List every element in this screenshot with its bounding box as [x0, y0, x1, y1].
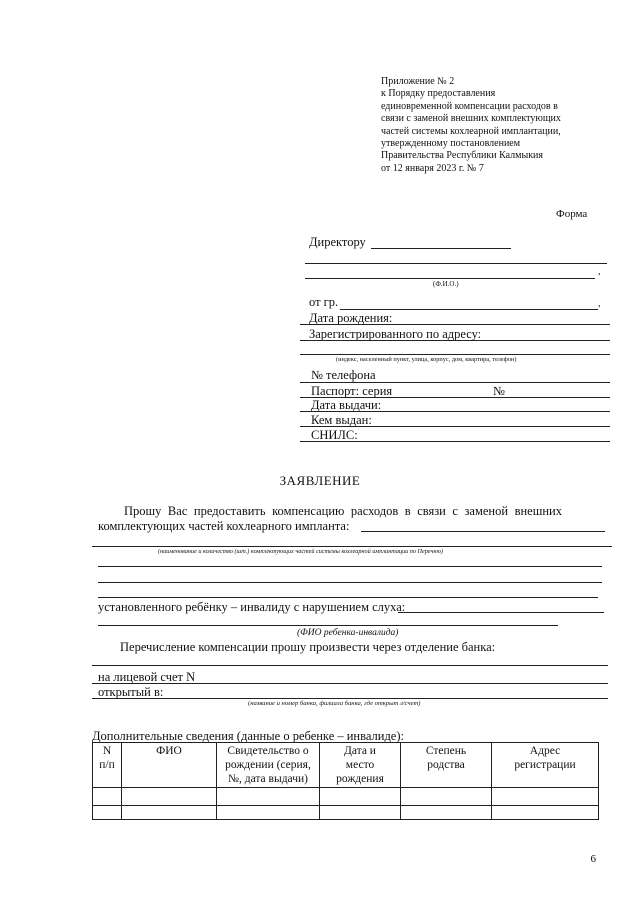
parts-field[interactable]	[361, 531, 605, 532]
table-cell[interactable]	[401, 806, 492, 820]
appendix-line: связи с заменой внешних комплектующих	[381, 113, 561, 125]
table-header-cell: Адрес регистрации	[492, 743, 599, 788]
parts-line-2[interactable]	[98, 566, 602, 567]
table-cell[interactable]	[93, 788, 122, 806]
address-line-1[interactable]	[300, 340, 610, 341]
appendix-line: частей системы кохлеарной имплантации,	[381, 125, 561, 137]
address-line-2[interactable]	[300, 354, 610, 355]
issue-date-label: Дата выдачи:	[311, 398, 382, 412]
director-label: Директору	[309, 235, 366, 249]
passport-no-label: №	[493, 384, 505, 398]
child-hint: (ФИО ребенка-инвалида)	[297, 628, 399, 638]
table-row[interactable]	[93, 806, 599, 820]
table-header-row	[93, 743, 599, 788]
birth-date-label: Дата рождения:	[309, 311, 393, 325]
snils-field[interactable]	[300, 441, 610, 442]
appendix-line: Правительства Республики Калмыкия	[381, 150, 544, 162]
table-header-cell: Свидетельство о рождении (серия, №, дата выдачи)	[217, 743, 320, 788]
table-cell[interactable]	[401, 788, 492, 806]
table-header-cell: Степень родства	[401, 743, 492, 788]
phone-label: № телефона	[311, 368, 376, 382]
issued-by-label: Кем выдан:	[311, 413, 372, 427]
phone-field[interactable]	[300, 382, 610, 383]
opened-label: открытый в:	[98, 685, 164, 699]
bank-hint: (название и номер банка, филиала банка, где открыт л/счет)	[248, 700, 421, 707]
from-label: от гр.	[309, 295, 339, 309]
parts-line-3[interactable]	[98, 582, 602, 583]
table-cell[interactable]	[320, 806, 401, 820]
comma: ,	[598, 298, 601, 309]
account-label: на лицевой счет N	[98, 670, 196, 684]
registered-label: Зарегистрированного по адресу:	[309, 327, 482, 341]
child-label: установленного ребёнку – инвалиду с нарушением слуха:	[98, 600, 406, 614]
paragraph-line-2: комплектующих частей кохлеарного импланта:	[98, 519, 350, 533]
opened-field[interactable]	[92, 698, 608, 699]
comma: ,	[598, 266, 601, 277]
table-cell[interactable]	[217, 788, 320, 806]
director-field[interactable]	[371, 248, 511, 249]
parts-line-4[interactable]	[98, 597, 598, 598]
parts-line-1[interactable]	[92, 546, 612, 547]
bank-line[interactable]	[92, 665, 608, 666]
table-cell[interactable]	[122, 806, 217, 820]
fio-line-1[interactable]	[305, 263, 607, 264]
account-field[interactable]	[92, 683, 608, 684]
table-header-cell: ФИО	[122, 743, 217, 788]
parts-hint: (наименование и количество (шт.) комплектующих частей системы кохлеарной имплантации по Перечню)	[158, 548, 443, 555]
issue-date-field[interactable]	[300, 411, 610, 412]
appendix-line: Приложение № 2	[381, 76, 455, 87]
appendix-block	[381, 76, 561, 175]
form-label: Форма	[556, 208, 588, 220]
page-number: 6	[590, 853, 596, 865]
transfer-text: Перечисление компенсации прошу произвести через отделение банка:	[120, 640, 496, 654]
child-field-2[interactable]	[98, 625, 558, 626]
table-cell[interactable]	[320, 788, 401, 806]
appendix-line: от 12 января 2023 г. № 7	[381, 162, 484, 174]
passport-label: Паспорт: серия	[311, 384, 393, 398]
table-row[interactable]	[93, 788, 599, 806]
table-header-cell: Дата и место рождения	[320, 743, 401, 788]
table-cell[interactable]	[492, 806, 599, 820]
snils-label: СНИЛС:	[311, 428, 358, 442]
appendix-line: утвержденному постановлением	[381, 138, 521, 150]
address-hint: (индекс, населенный пункт, улица, корпус, дом, квартира, телефон)	[336, 356, 517, 363]
birth-date-field[interactable]	[300, 324, 610, 325]
table-cell[interactable]	[93, 806, 122, 820]
document-title: ЗАЯВЛЕНИЕ	[279, 473, 361, 488]
appendix-line: к Порядку предоставления	[381, 88, 496, 100]
table-cell[interactable]	[492, 788, 599, 806]
from-field[interactable]	[340, 309, 598, 310]
fio-line-2[interactable]	[305, 278, 595, 279]
table-cell[interactable]	[122, 788, 217, 806]
table-header-cell: N п/п	[93, 743, 122, 788]
child-info-table	[92, 742, 599, 820]
extra-info-label: Дополнительные сведения (данные о ребенке – инвалиде):	[92, 729, 404, 743]
child-field-1[interactable]	[398, 612, 604, 613]
paragraph-line-1: Прошу Вас предоставить компенсацию расходов в связи с заменой внешних	[124, 504, 562, 518]
appendix-line: единовременной компенсации расходов в	[381, 100, 558, 112]
fio-hint: (Ф.И.О.)	[433, 280, 459, 288]
table-cell[interactable]	[217, 806, 320, 820]
issued-by-field[interactable]	[300, 426, 610, 427]
